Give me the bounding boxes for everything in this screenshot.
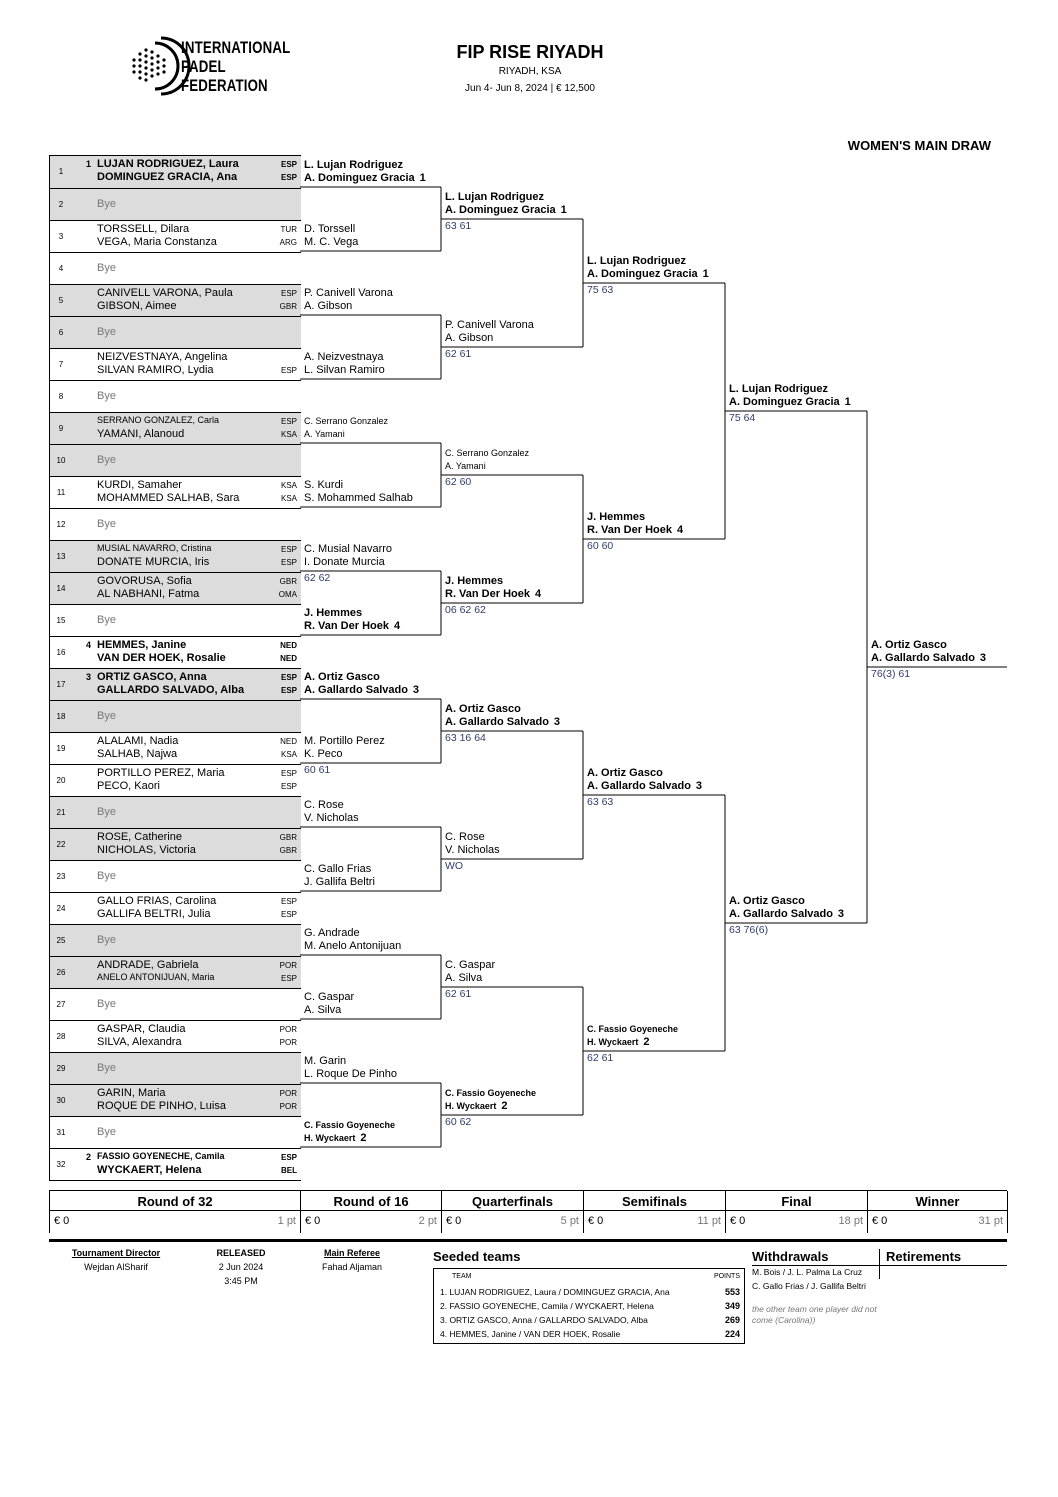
released-label: RELEASED xyxy=(216,1248,266,1258)
bracket-team-name: A. Yamani xyxy=(304,429,345,439)
bracket-team-name: M. C. Vega xyxy=(304,236,359,248)
entry-number: 21 xyxy=(56,808,66,817)
bracket-team-name: A. Silva xyxy=(304,1004,342,1016)
bracket-team-name: A. Ortiz Gasco xyxy=(729,895,805,907)
bracket-seed: 2 xyxy=(643,1036,650,1048)
entry-number: 5 xyxy=(58,296,64,305)
entry-seed: 4 xyxy=(86,640,92,650)
bracket-seed: 2 xyxy=(501,1100,508,1112)
entry-number: 29 xyxy=(56,1064,66,1073)
match-score: 63 63 xyxy=(587,796,614,808)
round-points: 18 pt xyxy=(838,1215,863,1227)
director-label: Tournament Director xyxy=(71,1248,161,1258)
player-name: ORTIZ GASCO, Anna xyxy=(97,671,207,683)
entry-number: 15 xyxy=(56,616,66,625)
bracket-team-name: C. Musial Navarro xyxy=(304,543,393,555)
bracket-team-name: R. Van Der Hoek xyxy=(304,620,389,632)
player-name: YAMANI, Alanoud xyxy=(97,428,185,440)
bracket-team-name: G. Andrade xyxy=(304,927,360,939)
bracket-team-name: L. Lujan Rodriguez xyxy=(729,383,828,395)
bye-label: Bye xyxy=(97,710,116,722)
seeded-row-points: 269 xyxy=(724,1315,740,1325)
bracket-team-name: S. Mohammed Salhab xyxy=(304,492,413,504)
player-name: ROQUE DE PINHO, Luisa xyxy=(97,1100,226,1112)
player-nationality: ESP xyxy=(280,417,297,426)
round-cell xyxy=(300,1191,441,1233)
bye-label: Bye xyxy=(97,1062,116,1074)
match-score: WO xyxy=(445,860,464,872)
player-name: SILVA, Alexandra xyxy=(97,1036,182,1048)
bracket-seed: 4 xyxy=(534,588,542,600)
seeded-col-points: POINTS xyxy=(713,1273,740,1280)
player-name: PORTILLO PEREZ, Maria xyxy=(97,767,225,779)
player-name: NICHOLAS, Victoria xyxy=(97,844,196,856)
bracket-team-name: J. Gallifa Beltri xyxy=(304,876,375,888)
match-score: 63 76(6) xyxy=(729,924,769,936)
bracket-team-name: A. Gibson xyxy=(445,332,494,344)
seeded-row-team: 3. ORTIZ GASCO, Anna / GALLARDO SALVADO, Alba xyxy=(440,1315,648,1325)
round-points: 5 pt xyxy=(560,1215,579,1227)
bracket-team-name: A. Gallardo Salvado xyxy=(445,716,549,728)
bracket-seed: 3 xyxy=(837,908,845,920)
seeded-row-team: 1. LUJAN RODRIGUEZ, Laura / DOMINGUEZ GRACIA, Ana xyxy=(440,1287,670,1297)
round-points: 31 pt xyxy=(978,1215,1003,1227)
player-name: TORSSELL, Dilara xyxy=(97,223,190,235)
player-nationality: ESP xyxy=(280,558,297,567)
player-name: GOVORUSA, Sofia xyxy=(97,575,192,587)
entry-seed: 2 xyxy=(86,1152,92,1162)
match-score: 62 61 xyxy=(587,1052,614,1064)
bracket-team-name: C. Rose xyxy=(445,831,485,843)
tournament-location: RIYADH, KSA xyxy=(498,66,562,77)
player-name: ALALAMI, Nadia xyxy=(97,735,179,747)
match-score: 62 61 xyxy=(445,988,472,1000)
round-name: Quarterfinals xyxy=(472,1194,553,1209)
bye-label: Bye xyxy=(97,198,116,210)
bracket-team-name: A. Gallardo Salvado xyxy=(587,780,691,792)
entry-number: 9 xyxy=(58,424,64,433)
bracket-team-name: A. Neizvestnaya xyxy=(304,351,384,363)
player-name: FASSIO GOYENECHE, Camila xyxy=(97,1151,225,1161)
bracket-team-name: A. Gallardo Salvado xyxy=(871,652,975,664)
player-nationality: GBR xyxy=(279,833,297,842)
bracket-seed: 3 xyxy=(695,780,703,792)
entry-number: 26 xyxy=(56,968,66,977)
player-name: VAN DER HOEK, Rosalie xyxy=(97,652,226,664)
bracket-seed: 4 xyxy=(676,524,684,536)
bracket-team-name: C. Gaspar xyxy=(445,959,496,971)
seeded-row-team: 2. FASSIO GOYENECHE, Camila / WYCKAERT, Helena xyxy=(440,1301,654,1311)
match-score: 60 60 xyxy=(587,540,614,552)
player-name: SILVAN RAMIRO, Lydia xyxy=(97,364,214,376)
player-nationality: POR xyxy=(279,1102,297,1111)
bracket-team-name: V. Nicholas xyxy=(445,844,500,856)
player-name: GARIN, Maria xyxy=(97,1087,166,1099)
referee-name: Fahad Aljaman xyxy=(321,1262,383,1272)
bracket-team-name: A. Gallardo Salvado xyxy=(304,684,408,696)
round-name: Winner xyxy=(915,1194,960,1209)
player-nationality: NED xyxy=(280,654,297,663)
bye-label: Bye xyxy=(97,998,116,1010)
referee-label: Main Referee xyxy=(323,1248,381,1258)
bracket-team-name: C. Fassio Goyeneche xyxy=(445,1088,537,1098)
player-nationality: KSA xyxy=(280,430,297,439)
player-nationality: ESP xyxy=(280,673,297,682)
entry-number: 11 xyxy=(56,488,66,497)
match-score: 63 61 xyxy=(445,220,472,232)
entry-number: 23 xyxy=(56,872,66,881)
bye-label: Bye xyxy=(97,934,116,946)
bracket-team-name: C. Fassio Goyeneche xyxy=(304,1120,396,1130)
player-nationality: ESP xyxy=(280,545,297,554)
bye-label: Bye xyxy=(97,614,116,626)
bracket-team-name: L. Lujan Rodriguez xyxy=(445,191,544,203)
bracket-team-name: I. Donate Murcia xyxy=(304,556,385,568)
player-nationality: KSA xyxy=(280,750,297,759)
entry-number: 22 xyxy=(56,840,66,849)
entry-number: 19 xyxy=(56,744,66,753)
round-prize: € 0 xyxy=(730,1215,746,1227)
round-points: 2 pt xyxy=(418,1215,437,1227)
entry-number: 6 xyxy=(58,328,64,337)
player-name: WYCKAERT, Helena xyxy=(97,1164,202,1176)
bracket-team-name: A. Dominguez Gracia xyxy=(304,172,415,184)
entry-number: 25 xyxy=(56,936,66,945)
player-nationality: GBR xyxy=(279,577,297,586)
bracket-team-name: A. Dominguez Gracia xyxy=(445,204,556,216)
withdrawal-note: the other team one player did not come (Carolina)) xyxy=(752,1304,877,1325)
match-score: 76(3) 61 xyxy=(871,668,911,680)
player-name: SERRANO GONZALEZ, Carla xyxy=(97,415,220,425)
rounds-table xyxy=(49,1190,1007,1233)
match-score: 06 62 62 xyxy=(445,604,486,616)
bye-label: Bye xyxy=(97,454,116,466)
player-nationality: ESP xyxy=(280,366,297,375)
player-name: DOMINGUEZ GRACIA, Ana xyxy=(97,171,238,183)
entry-number: 8 xyxy=(58,392,64,401)
round-prize: € 0 xyxy=(588,1215,604,1227)
retirements-title: Retirements xyxy=(886,1249,962,1264)
seeded-teams-title: Seeded teams xyxy=(433,1249,521,1264)
bracket-team-name: L. Silvan Ramiro xyxy=(304,364,385,376)
bracket-team-name: M. Portillo Perez xyxy=(304,735,385,747)
match-score: 62 61 xyxy=(445,348,472,360)
player-nationality: ESP xyxy=(280,974,297,983)
round-name: Final xyxy=(781,1194,812,1209)
bracket-team-name: A. Gallardo Salvado xyxy=(729,908,833,920)
entry-number: 3 xyxy=(58,232,64,241)
round-prize: € 0 xyxy=(305,1215,321,1227)
bracket-team-name: A. Dominguez Gracia xyxy=(729,396,840,408)
bye-label: Bye xyxy=(97,806,116,818)
rounds-divider xyxy=(49,1210,1007,1211)
round-name: Round of 16 xyxy=(333,1194,409,1209)
bracket-team-name: R. Van Der Hoek xyxy=(587,524,672,536)
bracket-team-name: H. Wyckaert xyxy=(587,1037,639,1047)
bracket-seed: 1 xyxy=(844,396,851,408)
player-name: GALLO FRIAS, Carolina xyxy=(97,895,217,907)
bracket-team-name: A. Ortiz Gasco xyxy=(587,767,663,779)
player-name: NEIZVESTNAYA, Angelina xyxy=(97,351,228,363)
player-nationality: TUR xyxy=(280,225,297,234)
seeded-teams-table xyxy=(433,1268,745,1344)
player-name: GIBSON, Aimee xyxy=(97,300,177,312)
player-name: SALHAB, Najwa xyxy=(97,748,178,760)
round-prize: € 0 xyxy=(872,1215,888,1227)
bracket-seed: 4 xyxy=(393,620,401,632)
player-nationality: KSA xyxy=(280,494,297,503)
retirements-divider xyxy=(879,1249,880,1279)
seeded-row-team: 4. HEMMES, Janine / VAN DER HOEK, Rosalie xyxy=(440,1329,621,1339)
round-prize: € 0 xyxy=(54,1215,70,1227)
bracket-seed: 3 xyxy=(979,652,987,664)
entry-seed: 3 xyxy=(86,672,92,682)
player-nationality: POR xyxy=(279,961,297,970)
bracket-team-name: P. Canivell Varona xyxy=(445,319,534,331)
player-nationality: ESP xyxy=(280,289,297,298)
entry-number: 28 xyxy=(56,1032,66,1041)
bracket-team-name: M. Garin xyxy=(304,1055,347,1067)
player-name: ANELO ANTONIJUAN, Maria xyxy=(97,972,215,982)
entry-number: 2 xyxy=(58,200,64,209)
player-name: HEMMES, Janine xyxy=(97,639,187,651)
tournament-dates-prize: Jun 4- Jun 8, 2024 | € 12,500 xyxy=(465,83,595,94)
withdrawals-rule xyxy=(752,1265,1007,1266)
bracket-team-name: A. Silva xyxy=(445,972,483,984)
player-nationality: OMA xyxy=(278,590,297,599)
match-score: 62 62 xyxy=(304,572,331,584)
match-score: 60 61 xyxy=(304,764,331,776)
released-time: 3:45 PM xyxy=(224,1276,258,1286)
bye-label: Bye xyxy=(97,262,116,274)
player-name: AL NABHANI, Fatma xyxy=(97,588,200,600)
bracket-seed: 3 xyxy=(412,684,420,696)
player-name: LUJAN RODRIGUEZ, Laura xyxy=(97,158,239,170)
bracket-team-name: J. Hemmes xyxy=(445,575,504,587)
bye-label: Bye xyxy=(97,1126,116,1138)
player-nationality: BEL xyxy=(281,1166,297,1175)
round-cell xyxy=(49,1191,300,1233)
entry-number: 31 xyxy=(56,1128,66,1137)
player-nationality: ESP xyxy=(280,686,297,695)
bye-label: Bye xyxy=(97,390,116,402)
director-name: Wejdan AlSharif xyxy=(84,1262,148,1272)
withdrawals-title: Withdrawals xyxy=(752,1249,829,1264)
seeded-col-team: TEAM xyxy=(452,1273,472,1280)
bracket-team-name: L. Lujan Rodriguez xyxy=(304,159,403,171)
bracket-team-name: D. Torssell xyxy=(304,223,356,235)
player-nationality: ESP xyxy=(280,897,297,906)
player-name: MOHAMMED SALHAB, Sara xyxy=(97,492,240,504)
player-nationality: ESP xyxy=(280,782,297,791)
entry-number: 16 xyxy=(56,648,66,657)
player-name: ROSE, Catherine xyxy=(97,831,182,843)
bracket-team-name: A. Yamani xyxy=(445,461,486,471)
bracket-team-name: A. Gibson xyxy=(304,300,353,312)
player-nationality: GBR xyxy=(279,846,297,855)
entry-number: 4 xyxy=(58,264,64,273)
bracket-seed: 1 xyxy=(702,268,709,280)
bracket-team-name: C. Rose xyxy=(304,799,344,811)
player-name: ANDRADE, Gabriela xyxy=(97,959,199,971)
bracket-team-name: A. Ortiz Gasco xyxy=(871,639,947,651)
match-score: 60 62 xyxy=(445,1116,472,1128)
player-nationality: NED xyxy=(280,641,297,650)
bracket-seed: 3 xyxy=(553,716,561,728)
bracket-team-name: A. Ortiz Gasco xyxy=(304,671,380,683)
withdrawal-item: M. Bois / J. L. Palma La Cruz xyxy=(752,1267,863,1277)
bracket-seed: 2 xyxy=(360,1132,367,1144)
player-name: GALLIFA BELTRI, Julia xyxy=(97,908,211,920)
bracket-team-name: C. Fassio Goyeneche xyxy=(587,1024,679,1034)
bracket-team-name: V. Nicholas xyxy=(304,812,359,824)
match-score: 75 63 xyxy=(587,284,614,296)
round-cell xyxy=(867,1191,1008,1233)
tournament-title: FIP RISE RIYADH xyxy=(456,42,604,62)
seeded-row-points: 349 xyxy=(724,1301,740,1311)
bracket-team-name: C. Serrano Gonzalez xyxy=(445,448,530,458)
player-nationality: ESP xyxy=(280,173,297,182)
player-name: VEGA, Maria Constanza xyxy=(97,236,217,248)
entry-number: 24 xyxy=(56,904,66,913)
bracket-team-name: L. Lujan Rodriguez xyxy=(587,255,686,267)
round-name: Round of 32 xyxy=(137,1194,213,1209)
bracket-team-name: J. Hemmes xyxy=(587,511,646,523)
entry-number: 20 xyxy=(56,776,66,785)
footer-rule xyxy=(49,1239,1007,1242)
bracket-team-name: C. Serrano Gonzalez xyxy=(304,416,389,426)
entry-number: 10 xyxy=(56,456,66,465)
seeded-row-points: 224 xyxy=(724,1329,740,1339)
bracket-team-name: M. Anelo Antonijuan xyxy=(304,940,402,952)
bracket-team-name: J. Hemmes xyxy=(304,607,363,619)
bracket-team-name: S. Kurdi xyxy=(304,479,344,491)
round-cell xyxy=(441,1191,583,1233)
player-name: MUSIAL NAVARRO, Cristina xyxy=(97,543,212,553)
entry-number: 14 xyxy=(56,584,66,593)
entry-number: 32 xyxy=(56,1160,66,1169)
bracket-team-name: A. Ortiz Gasco xyxy=(445,703,521,715)
bracket-team-name: C. Gaspar xyxy=(304,991,355,1003)
entry-number: 30 xyxy=(56,1096,66,1105)
released-date: 2 Jun 2024 xyxy=(218,1262,264,1272)
seeded-row-points: 553 xyxy=(724,1287,740,1297)
entry-number: 7 xyxy=(58,360,64,369)
entry-number: 27 xyxy=(56,1000,66,1009)
player-nationality: ESP xyxy=(280,160,297,169)
bracket-team-name: R. Van Der Hoek xyxy=(445,588,530,600)
match-score: 63 16 64 xyxy=(445,732,486,744)
player-nationality: ESP xyxy=(280,769,297,778)
logo-wordmark: INTERNATIONAL PADEL FEDERATION xyxy=(181,38,291,95)
player-name: DONATE MURCIA, Iris xyxy=(97,556,210,568)
player-nationality: ESP xyxy=(280,910,297,919)
bracket-team-name: K. Peco xyxy=(304,748,343,760)
player-nationality: POR xyxy=(279,1038,297,1047)
player-nationality: POR xyxy=(279,1089,297,1098)
round-name: Semifinals xyxy=(621,1194,688,1209)
round-prize: € 0 xyxy=(446,1215,462,1227)
draw-name: WOMEN'S MAIN DRAW xyxy=(847,138,991,153)
entry-number: 13 xyxy=(56,552,66,561)
bye-label: Bye xyxy=(97,326,116,338)
bracket-team-name: L. Roque De Pinho xyxy=(304,1068,397,1080)
bracket-team-name: H. Wyckaert xyxy=(304,1133,356,1143)
player-nationality: KSA xyxy=(280,481,297,490)
entry-seed: 1 xyxy=(86,159,92,169)
round-cell xyxy=(725,1191,867,1233)
entry-number: 17 xyxy=(56,680,66,689)
bracket-team-name: H. Wyckaert xyxy=(445,1101,497,1111)
player-name: PECO, Kaori xyxy=(97,780,160,792)
player-name: KURDI, Samaher xyxy=(97,479,182,491)
player-nationality: ARG xyxy=(279,238,297,247)
player-nationality: ESP xyxy=(280,1153,297,1162)
bracket-team-name: A. Dominguez Gracia xyxy=(587,268,698,280)
round-points: 11 pt xyxy=(697,1215,721,1227)
match-score: 75 64 xyxy=(729,412,756,424)
player-name: GASPAR, Claudia xyxy=(97,1023,186,1035)
round-points: 1 pt xyxy=(277,1215,296,1227)
bye-label: Bye xyxy=(97,870,116,882)
match-score: 62 60 xyxy=(445,476,472,488)
bye-label: Bye xyxy=(97,518,116,530)
player-nationality: POR xyxy=(279,1025,297,1034)
bracket-team-name: C. Gallo Frias xyxy=(304,863,372,875)
bracket-seed: 1 xyxy=(419,172,426,184)
player-name: CANIVELL VARONA, Paula xyxy=(97,287,233,299)
entry-number: 1 xyxy=(58,167,64,176)
withdrawal-item: C. Gallo Frias / J. Gallifa Beltri xyxy=(752,1281,866,1291)
bracket-seed: 1 xyxy=(560,204,567,216)
entry-number: 18 xyxy=(56,712,66,721)
player-nationality: GBR xyxy=(279,302,297,311)
round-cell xyxy=(583,1191,725,1233)
bracket-team-name: P. Canivell Varona xyxy=(304,287,393,299)
player-name: GALLARDO SALVADO, Alba xyxy=(97,684,245,696)
entry-number: 12 xyxy=(56,520,66,529)
player-nationality: NED xyxy=(280,737,297,746)
